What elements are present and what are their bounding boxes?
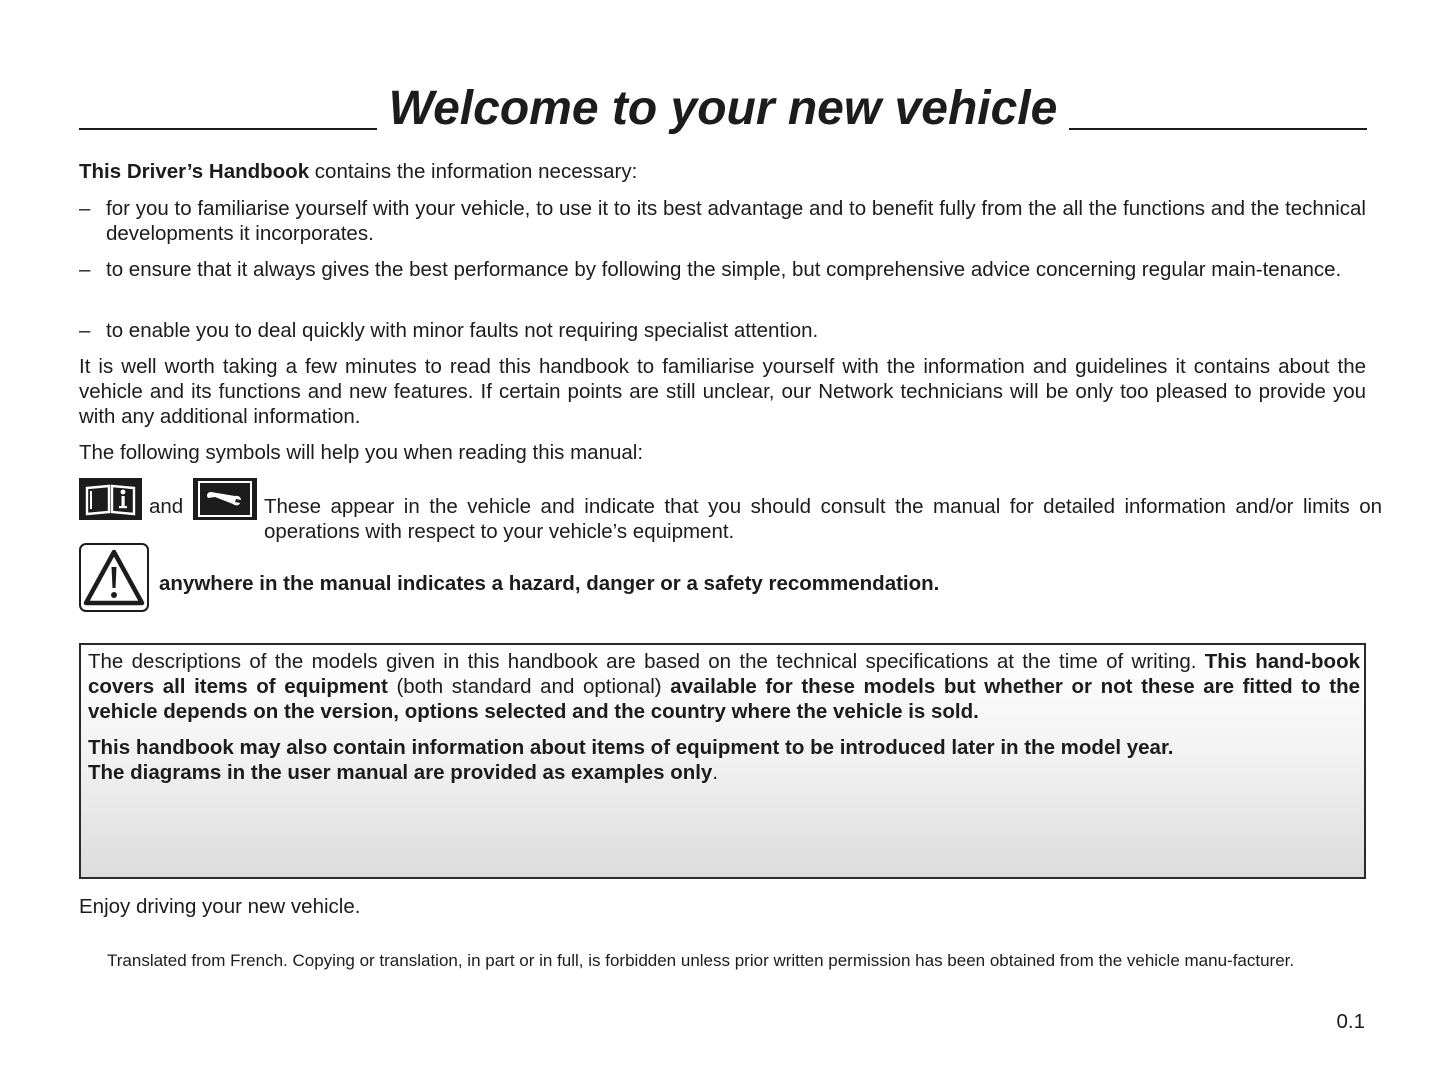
warning-text: anywhere in the manual indicates a hazard, danger or a safety recommendation. [159, 572, 940, 595]
wrench-icon [193, 478, 257, 520]
page-number: 0.1 [1336, 1010, 1365, 1033]
list-item: – to ensure that it always gives the best performance by following the simple, but comprehensive advice concerning regular main-tenance. [79, 258, 1342, 281]
list-item: – for you to familiarise yourself with your vehicle, to use it to its best advantage and to benefit fully from the all the functions and the technical developments it incorporates. [79, 197, 1366, 245]
page-title: Welcome to your new vehicle [79, 84, 1367, 134]
copyright-note: Translated from French. Copying or translation, in part or in full, is forbidden unless prior written permission has been obtained from the vehicle manu-facturer. [107, 951, 1295, 970]
intro-paragraph: This Driver’s Handbook contains the information necessary: [79, 160, 638, 183]
disclaimer-paragraph-1: The descriptions of the models given in this handbook are based on the technical specifications at the time of writing. This hand-book covers all items of equipment (both standard and optional) available for these models but whether or not these are fitted to the vehicle depends on the version, options selected and the country where the vehicle is sold. [88, 650, 1360, 723]
disclaimer-paragraph-2: This handbook may also contain information about items of equipment to be introduced later in the model year. The diagrams in the user manual are provided as examples only. [88, 736, 1174, 784]
read-handbook-paragraph: It is well worth taking a few minutes to read this handbook to familiarise yourself with the information and guidelines it contains about the vehicle and its functions and new features. If certain points are still unclear, our Network technicians will be only too pleased to provide you with any additional information. [79, 355, 1366, 428]
symbols-row [79, 478, 1384, 544]
disclaimer-box [79, 643, 1366, 879]
symbols-intro: The following symbols will help you when reading this manual: [79, 441, 644, 464]
and-word: and [149, 495, 184, 518]
list-item: – to enable you to deal quickly with minor faults not requiring specialist attention. [79, 319, 819, 342]
enjoy-line: Enjoy driving your new vehicle. [79, 895, 361, 918]
warning-row [79, 543, 1379, 615]
symbols-description: These appear in the vehicle and indicate that you should consult the manual for detailed information and/or limits on operations with respect to your vehicle’s equipment. [264, 495, 1382, 543]
title-block [79, 82, 1367, 135]
handbook-icon [79, 478, 142, 520]
handbook-name: This Driver’s Handbook [79, 160, 310, 183]
warning-triangle-icon [79, 543, 149, 612]
